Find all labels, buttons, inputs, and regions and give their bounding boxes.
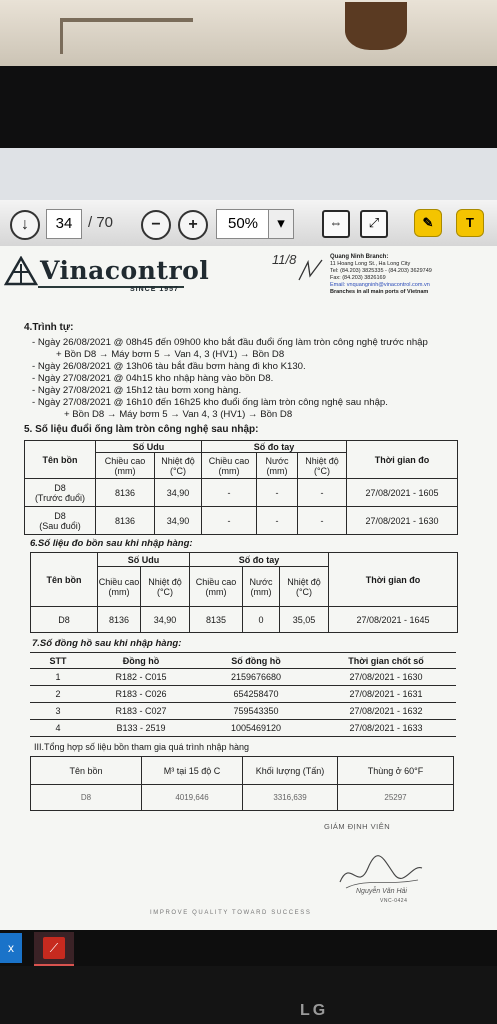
- tank-name: D8: [54, 482, 66, 493]
- cell: D8: [31, 607, 98, 633]
- section-6-title: 6.Số liệu đo bồn sau khi nhập hàng:: [30, 538, 193, 549]
- col-so-udu: Số Udu: [96, 441, 202, 453]
- handwritten-note: 11/8: [272, 252, 297, 267]
- branch-tel: Tel: (84.203) 3825335 - (84.203) 3629749: [330, 268, 432, 274]
- section-7-title: 7.Số đồng hồ sau khi nhập hàng:: [32, 638, 182, 649]
- cell: 4: [30, 720, 86, 737]
- col-thoi-gian: Thời gian đo: [347, 441, 458, 479]
- cell: 27/08/2021 - 1630: [316, 669, 456, 686]
- section-4-title: 4.Trình tự:: [24, 322, 74, 333]
- taskbar: [0, 930, 497, 966]
- text-highlight-icon[interactable]: T: [456, 209, 484, 237]
- monitor-bezel-top: [0, 66, 497, 154]
- wall-frame: [60, 18, 193, 54]
- col-so-udu: Số Udu: [98, 553, 190, 567]
- room-background: [0, 0, 497, 72]
- cell: 3: [30, 703, 86, 720]
- col-ten-bon: Tên bồn: [25, 441, 96, 479]
- zoom-dropdown-chevron-icon[interactable]: ▾: [268, 209, 294, 239]
- cell: 2159676680: [196, 669, 316, 686]
- table-meters: [30, 652, 456, 737]
- cell: 27/08/2021 - 1631: [316, 686, 456, 703]
- col-nuoc: Nước (mm): [257, 453, 298, 479]
- branch-info: [330, 254, 495, 296]
- vinacontrol-logo-icon: [4, 256, 38, 286]
- branch-address: 11 Hoang Long St., Ha Long City: [330, 261, 411, 267]
- cell: 25297: [338, 785, 454, 811]
- table-row: [30, 720, 456, 737]
- cell: 654258470: [196, 686, 316, 703]
- col-m3: M³ tại 15 độ C: [142, 757, 243, 785]
- tank-name: D8: [54, 510, 66, 521]
- cell: 34,90: [155, 479, 202, 507]
- col-chieu-cao-tay: Chiều cao (mm): [202, 453, 257, 479]
- pdf-reader-taskbar-button[interactable]: [34, 932, 74, 966]
- procedure-line: + Bồn D8 → Máy bơm 5 → Van 4, 3 (HV1) → Bồn D8: [56, 349, 285, 360]
- zoom-in-icon[interactable]: +: [178, 210, 208, 240]
- cell: 3316,639: [243, 785, 338, 811]
- signer-tag: VNC-0424: [380, 898, 408, 904]
- col-ten-bon: Tên bồn: [31, 553, 98, 607]
- cell: R182 - C015: [86, 669, 196, 686]
- table-summary: [30, 756, 454, 811]
- col-nuoc: Nước (mm): [243, 567, 280, 607]
- table-row: [25, 479, 458, 507]
- cell: 34,90: [141, 607, 190, 633]
- col-khoi-luong: Khối lượng (Tấn): [243, 757, 338, 785]
- cell: 27/08/2021 - 1645: [329, 607, 458, 633]
- section-iii-title: III.Tổng hợp số liệu bồn tham gia quá trình nhập hàng: [34, 742, 250, 752]
- screen: [0, 148, 497, 936]
- company-logo-text: Vinacontrol: [40, 256, 210, 285]
- branch-email: Email: vnquangninh@vinacontrol.com.vn: [330, 282, 430, 288]
- cell: 2: [30, 686, 86, 703]
- table-row: [25, 507, 458, 535]
- pdf-page: [0, 246, 497, 936]
- cell: -: [298, 479, 347, 507]
- next-page-icon[interactable]: ↓: [10, 210, 40, 240]
- comment-icon[interactable]: ✎: [414, 209, 442, 237]
- col-nhiet-do-tay: Nhiệt độ (°C): [298, 453, 347, 479]
- page-total: / 70: [88, 214, 114, 231]
- tank-state: (Trước đuổi): [34, 492, 86, 503]
- logo-since: SINCE 1957: [130, 286, 179, 293]
- cell: 4019,646: [142, 785, 243, 811]
- col-nhiet-do-tay: Nhiệt độ (°C): [280, 567, 329, 607]
- cell: 34,90: [155, 507, 202, 535]
- col-thoi-gian-chot: Thời gian chốt số: [316, 653, 456, 669]
- cell: 27/08/2021 - 1633: [316, 720, 456, 737]
- col-chieu-cao-tay: Chiều cao (mm): [190, 567, 243, 607]
- cell: 8136: [98, 607, 141, 633]
- col-chieu-cao: Chiều cao (mm): [98, 567, 141, 607]
- pdf-reader-icon: ⟋: [43, 937, 65, 959]
- fit-page-icon[interactable]: ⤢: [360, 210, 388, 238]
- taskbar-app-icon[interactable]: x: [0, 933, 22, 963]
- cell: D8: [31, 785, 142, 811]
- col-nhiet-do: Nhiệt độ (°C): [155, 453, 202, 479]
- table-row: [30, 669, 456, 686]
- company-slogan: IMPROVE QUALITY TOWARD SUCCESS: [150, 910, 312, 916]
- table-row: [31, 785, 454, 811]
- cell: -: [202, 507, 257, 535]
- branch-title: Quang Ninh Branch:: [330, 254, 389, 260]
- cell: 0: [243, 607, 280, 633]
- section-5-title: 5. Số liệu đuổi ống làm tròn công nghệ sau nhập:: [24, 424, 259, 435]
- cell: 759543350: [196, 703, 316, 720]
- col-dong-ho: Đồng hồ: [86, 653, 196, 669]
- cell: 8135: [190, 607, 243, 633]
- cell: -: [257, 479, 298, 507]
- col-stt: STT: [30, 653, 86, 669]
- page-number-input[interactable]: 34: [46, 209, 82, 239]
- monitor-bezel-bottom: [0, 966, 497, 1024]
- cell: R183 - C026: [86, 686, 196, 703]
- procedure-line: - Ngày 27/08/2021 @ 15h12 tàu bơm xong hàng.: [32, 385, 242, 396]
- cell: 8136: [96, 507, 155, 535]
- zoom-out-icon[interactable]: −: [141, 210, 171, 240]
- table-before-after-flush: [24, 440, 458, 535]
- cell: 27/08/2021 - 1632: [316, 703, 456, 720]
- table-after-import: [30, 552, 458, 633]
- col-so-do-tay: Số đo tay: [202, 441, 347, 453]
- cell: 27/08/2021 - 1630: [347, 507, 458, 535]
- col-nhiet-do: Nhiệt độ (°C): [141, 567, 190, 607]
- procedure-line: - Ngày 27/08/2021 @ 16h10 đến 16h25 kho đuổi ống làm tròn công nghệ sau nhập.: [32, 397, 388, 408]
- branch-ports: Branches in all main ports of Vietnam: [330, 289, 429, 295]
- cell: 27/08/2021 - 1605: [347, 479, 458, 507]
- cell: -: [257, 507, 298, 535]
- pdf-toolbar: [0, 200, 497, 247]
- cell: 1: [30, 669, 86, 686]
- table-row: [31, 607, 458, 633]
- cell: -: [298, 507, 347, 535]
- signer-name: Nguyễn Văn Hải: [356, 888, 407, 895]
- col-chieu-cao: Chiều cao (mm): [96, 453, 155, 479]
- col-so-do-tay: Số đo tay: [190, 553, 329, 567]
- zoom-level-field[interactable]: 50%: [216, 209, 270, 239]
- table-row: [30, 703, 456, 720]
- cell: 35,05: [280, 607, 329, 633]
- cell: 1005469120: [196, 720, 316, 737]
- col-ten-bon: Tên bồn: [31, 757, 142, 785]
- procedure-line: - Ngày 26/08/2021 @ 13h06 tàu bắt đầu bơm hàng đi kho K130.: [32, 361, 306, 372]
- procedure-line: - Ngày 26/08/2021 @ 08h45 đến 09h00 kho bắt đầu đuổi ống làm tròn công nghệ trước nhập: [32, 337, 428, 348]
- inspector-label: GIÁM ĐỊNH VIÊN: [324, 822, 391, 831]
- col-thung: Thùng ở 60°F: [338, 757, 454, 785]
- col-so-dong-ho: Số đồng hồ: [196, 653, 316, 669]
- procedure-line: + Bồn D8 → Máy bơm 5 → Van 4, 3 (HV1) → Bồn D8: [64, 409, 293, 420]
- branch-fax: Fax: (84.203) 3826169: [330, 275, 386, 281]
- monitor-brand: LG: [300, 1002, 329, 1019]
- fit-width-icon[interactable]: ⇔: [322, 210, 350, 238]
- initial-signature: [296, 256, 326, 286]
- tank-state: (Sau đuổi): [39, 520, 81, 531]
- cell: R183 - C027: [86, 703, 196, 720]
- cell: -: [202, 479, 257, 507]
- cell: B133 - 2519: [86, 720, 196, 737]
- col-thoi-gian: Thời gian đo: [329, 553, 458, 607]
- table-row: [30, 686, 456, 703]
- wall-lamp: [345, 2, 407, 50]
- procedure-line: - Ngày 27/08/2021 @ 04h15 kho nhập hàng vào bồn D8.: [32, 373, 274, 384]
- cell: 8136: [96, 479, 155, 507]
